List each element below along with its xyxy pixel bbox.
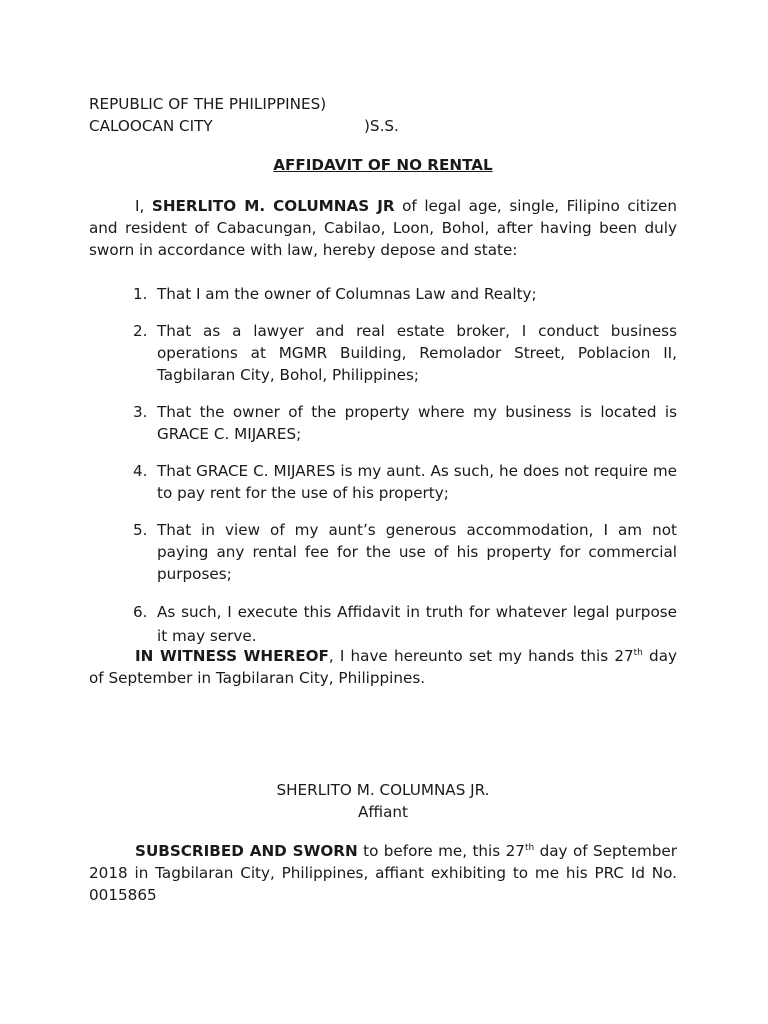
item-text: That in view of my aunt’s generous accommodation, I am not paying any rental fee for the use of his property for commercial purposes;: [157, 521, 677, 583]
intro-post: of legal age, single, Filipino citizen and resident of Cabacungan, Cabilao, Loon, Bohol, after having been duly sworn in accordance with law, hereby depose and state:: [89, 197, 678, 259]
statement-list: [89, 283, 677, 663]
list-item: [89, 519, 677, 585]
item-number: 4.: [133, 462, 148, 480]
witness-paragraph: [89, 645, 677, 689]
jurat-heading: SUBSCRIBED AND SWORN: [135, 842, 358, 860]
venue-line-city: [89, 115, 509, 137]
item-text: That as a lawyer and real estate broker, I conduct business operations at MGMR Building, Remolador Street, Poblacion II, Tagbilaran City, Bohol, Philippines;: [157, 322, 677, 384]
list-item: [89, 600, 677, 648]
list-item: [89, 401, 677, 445]
item-number: 1.: [133, 285, 148, 303]
intro-paragraph: [89, 195, 677, 261]
item-number: 2.: [133, 322, 148, 340]
jurat-text-2: day of September 2018 in Tagbilaran City, Philippines, affiant exhibiting to me his PRC Id No. 0015865: [89, 842, 677, 904]
affidavit-page: [89, 0, 677, 1024]
item-number: 3.: [133, 403, 148, 421]
affiant-role: Affiant: [358, 803, 408, 821]
item-number: 6.: [133, 603, 148, 621]
item-text: That the owner of the property where my business is located is GRACE C. MIJARES;: [157, 403, 677, 443]
item-text: That I am the owner of Columnas Law and Realty;: [157, 285, 537, 303]
jurat-text-1: to before me, this 27: [357, 842, 525, 860]
witness-heading: IN WITNESS WHEREOF: [135, 647, 329, 665]
venue-block: [89, 93, 509, 137]
intro-pre: I,: [135, 197, 152, 215]
jurat-ordinal: th: [524, 842, 535, 853]
venue-line-republic: REPUBLIC OF THE PHILIPPINES): [89, 95, 327, 113]
item-number: 5.: [133, 521, 148, 539]
list-item: [89, 320, 677, 386]
jurat-paragraph: [89, 840, 677, 906]
venue-city: CALOOCAN CITY: [89, 117, 213, 135]
witness-ordinal: th: [633, 647, 643, 658]
item-text: That GRACE C. MIJARES is my aunt. As such, he does not require me to pay rent for the use of his property;: [157, 462, 677, 502]
witness-text-2: day of September in Tagbilaran City, Philippines.: [89, 647, 677, 687]
signature-block: [89, 779, 677, 823]
document-title: AFFIDAVIT OF NO RENTAL: [273, 156, 493, 174]
list-item: [89, 460, 677, 504]
item-text: As such, I execute this Affidavit in truth for whatever legal purpose it may serve.: [157, 603, 677, 645]
venue-ss: )S.S.: [364, 117, 399, 135]
affiant-name-inline: SHERLITO M. COLUMNAS JR: [151, 197, 395, 215]
affiant-name: SHERLITO M. COLUMNAS JR.: [276, 781, 490, 799]
list-item: [89, 283, 677, 305]
witness-text-1: , I have hereunto set my hands this 27: [328, 647, 634, 665]
